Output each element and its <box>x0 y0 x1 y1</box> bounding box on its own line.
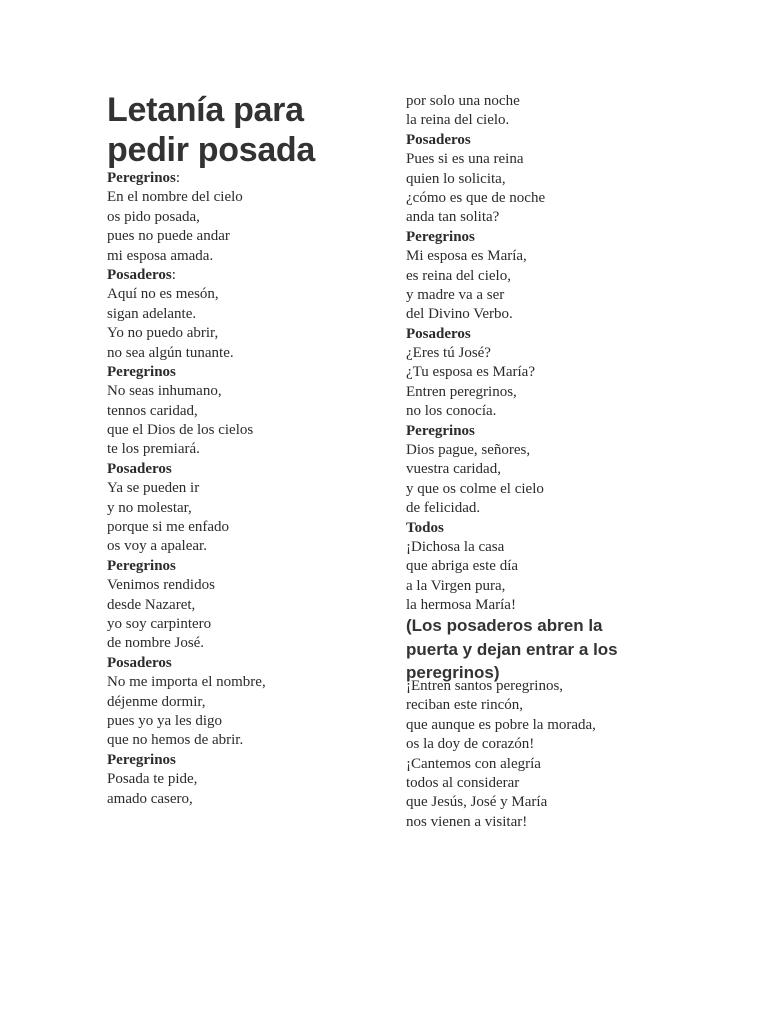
speaker-name: Posaderos <box>107 460 172 477</box>
speaker-name: Peregrinos <box>107 751 176 768</box>
verse-line: mi esposa amada. <box>107 247 214 264</box>
verse-line: que aunque es pobre la morada, <box>406 716 596 733</box>
speaker-colon: : <box>171 266 176 283</box>
verse-line: la hermosa María! <box>406 597 516 614</box>
speaker-name: Posaderos <box>107 266 172 283</box>
verse-line: es reina del cielo, <box>406 267 511 284</box>
verse-line: todos al considerar <box>406 774 520 791</box>
verse-line: nos vienen a visitar! <box>406 813 528 830</box>
verse-line: no sea algún tunante. <box>107 344 234 361</box>
speaker-label <box>107 460 387 479</box>
speaker-name: Todos <box>406 519 444 536</box>
speaker-name: Posaderos <box>406 131 471 148</box>
verse-line: que abriga este día <box>406 558 519 575</box>
verse-line: y que os colme el cielo <box>406 480 544 497</box>
verse-line: porque si me enfado <box>107 519 230 536</box>
speaker-label <box>107 654 387 673</box>
stage-direction <box>406 614 726 685</box>
verse-line: ¿cómo es que de noche <box>406 189 546 206</box>
verse-line: yo soy carpintero <box>107 615 212 632</box>
verse-line: de nombre José. <box>107 635 205 652</box>
verse-line: No seas inhumano, <box>107 383 222 400</box>
verse-line: ¡Entren santos peregrinos, <box>406 678 564 694</box>
speaker-colon: : <box>175 170 181 186</box>
verse-line: reciban este rincón, <box>406 697 524 714</box>
verse-line: pues yo ya les digo <box>107 712 222 729</box>
stage-direction-line: peregrinos) <box>406 663 500 682</box>
verse-line: quien lo solicita, <box>406 170 506 187</box>
speaker-name: Posaderos <box>406 325 471 342</box>
speaker-name: Peregrinos <box>406 228 475 245</box>
closing-verses <box>406 677 706 832</box>
right-column-verses <box>406 92 706 616</box>
document-title <box>107 90 315 170</box>
verse-line: del Divino Verbo. <box>406 306 513 323</box>
verse-line: Aquí no es mesón, <box>107 286 219 303</box>
title-line-2: pedir posada <box>107 131 316 169</box>
left-column-verses <box>107 169 387 809</box>
verse-line: que el Dios de los cielos <box>107 422 254 439</box>
verse-line: ¡Dichosa la casa <box>406 538 505 555</box>
verse-line: Mi esposa es María, <box>406 248 527 265</box>
stage-direction-line: (Los posaderos abren la <box>406 616 603 635</box>
verse-line: ¡Cantemos con alegría <box>406 755 541 772</box>
speaker-label <box>406 519 706 538</box>
verse-line: por solo una noche <box>406 93 520 109</box>
verse-line: Dios pague, señores, <box>406 442 531 459</box>
verse-line: ¿Eres tú José? <box>406 345 491 362</box>
speaker-name: Peregrinos <box>107 363 176 380</box>
speaker-label <box>107 557 387 576</box>
verse-line: Ya se pueden ir <box>107 480 200 497</box>
verse-line: de felicidad. <box>406 500 481 517</box>
verse-line: anda tan solita? <box>406 209 500 226</box>
verse-line: a la Virgen pura, <box>406 577 506 594</box>
verse-line: Entren peregrinos, <box>406 383 517 400</box>
verse-line: tennos caridad, <box>107 402 198 419</box>
verse-line: Pues si es una reina <box>406 151 524 168</box>
speaker-label <box>107 363 387 382</box>
verse-line: y no molestar, <box>107 499 192 516</box>
verse-line: déjenme dormir, <box>107 693 206 710</box>
speaker-name: Peregrinos <box>107 557 176 574</box>
verse-line: y madre va a ser <box>406 286 505 303</box>
verse-line: que no hemos de abrir. <box>107 732 244 749</box>
speaker-label <box>107 266 387 285</box>
verse-line: no los conocía. <box>406 403 497 420</box>
verse-line: os pido posada, <box>107 208 200 225</box>
speaker-label <box>107 169 387 188</box>
verse-line: ¿Tu esposa es María? <box>406 364 536 381</box>
speaker-name: Peregrinos <box>406 422 475 439</box>
verse-line: Yo no puedo abrir, <box>107 325 219 342</box>
speaker-label <box>406 325 706 344</box>
speaker-name: Posaderos <box>107 654 172 671</box>
stage-direction-line: puerta y dejan entrar a los <box>406 639 618 659</box>
verse-line: En el nombre del cielo <box>107 189 243 206</box>
verse-line: que Jesús, José y María <box>406 794 548 811</box>
verse-line: vuestra caridad, <box>406 461 501 478</box>
speaker-label <box>406 422 706 441</box>
verse-line: la reina del cielo. <box>406 112 510 129</box>
verse-line: os voy a apalear. <box>107 538 207 555</box>
verse-line: sigan adelante. <box>107 305 197 322</box>
verse-line: te los premiará. <box>107 441 200 458</box>
title-line-1: Letanía para <box>107 91 304 129</box>
speaker-label <box>406 228 706 247</box>
speaker-label <box>406 131 706 150</box>
verse-line: desde Nazaret, <box>107 596 196 613</box>
speaker-name: Peregrinos <box>107 170 176 186</box>
verse-line: No me importa el nombre, <box>107 674 266 691</box>
speaker-label <box>107 751 387 770</box>
verse-line: os la doy de corazón! <box>406 736 535 753</box>
verse-line: amado casero, <box>107 790 193 807</box>
verse-line: pues no puede andar <box>107 228 230 245</box>
verse-line: Venimos rendidos <box>107 577 215 594</box>
verse-line: Posada te pide, <box>107 771 198 788</box>
